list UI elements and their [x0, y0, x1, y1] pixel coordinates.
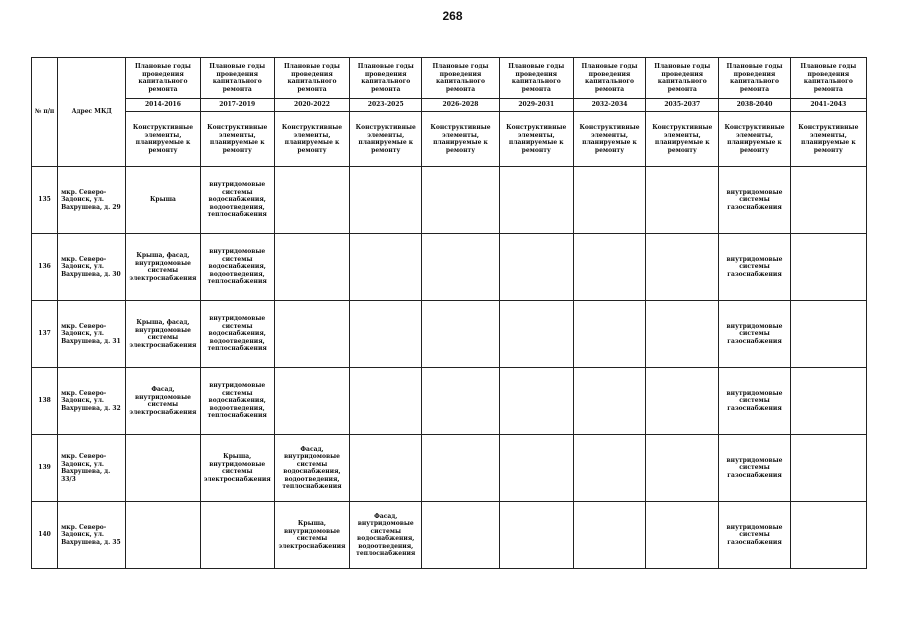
header-years: 2032-2034	[573, 99, 645, 112]
repair-cell: Крыша, фасад, внутридомовые системы электроснабжения	[126, 301, 200, 368]
repair-cell: внутридомовые системы газоснабжения	[719, 167, 790, 234]
repair-cell: Крыша, внутридомовые системы электроснабжения	[200, 435, 274, 502]
table-row	[32, 234, 867, 301]
repair-cell	[350, 234, 422, 301]
repair-cell	[350, 368, 422, 435]
header-num: № п/п	[32, 58, 58, 167]
header-plan: Плановые годы проведения капитального ремонта	[573, 58, 645, 99]
header-elements: Конструктивные элементы, планируемые к ремонту	[646, 112, 719, 167]
row-number: 138	[32, 368, 58, 435]
header-years: 2020-2022	[274, 99, 349, 112]
repair-cell	[274, 234, 349, 301]
repair-cell	[422, 502, 499, 569]
row-number: 137	[32, 301, 58, 368]
header-elements: Конструктивные элементы, планируемые к ремонту	[274, 112, 349, 167]
repair-cell	[422, 368, 499, 435]
row-address: мкр. Северо-Задонск, ул. Вахрушева, д. 33/3	[58, 435, 126, 502]
header-years: 2017-2019	[200, 99, 274, 112]
header-plan: Плановые годы проведения капитального ремонта	[274, 58, 349, 99]
repair-cell	[646, 234, 719, 301]
row-address: мкр. Северо-Задонск, ул. Вахрушева, д. 32	[58, 368, 126, 435]
repair-cell: внутридомовые системы водоснабжения, водоотведения, теплоснабжения	[200, 234, 274, 301]
repair-cell	[274, 368, 349, 435]
repair-cell	[350, 301, 422, 368]
repair-cell	[274, 301, 349, 368]
table-row	[32, 368, 867, 435]
repair-cell	[422, 435, 499, 502]
repair-cell	[646, 502, 719, 569]
header-plan: Плановые годы проведения капитального ремонта	[646, 58, 719, 99]
repair-cell: внутридомовые системы газоснабжения	[719, 502, 790, 569]
repair-cell: внутридомовые системы водоснабжения, водоотведения, теплоснабжения	[200, 368, 274, 435]
repair-cell	[350, 167, 422, 234]
header-elements: Конструктивные элементы, планируемые к ремонту	[200, 112, 274, 167]
row-address: мкр. Северо-Задонск, ул. Вахрушева, д. 29	[58, 167, 126, 234]
header-years: 2041-2043	[790, 99, 866, 112]
repair-cell	[790, 502, 866, 569]
header-years: 2014-2016	[126, 99, 200, 112]
repair-cell: внутридомовые системы газоснабжения	[719, 435, 790, 502]
header-plan: Плановые годы проведения капитального ремонта	[200, 58, 274, 99]
header-elements: Конструктивные элементы, планируемые к ремонту	[126, 112, 200, 167]
row-number: 139	[32, 435, 58, 502]
repair-cell: Фасад, внутридомовые системы водоснабжения, водоотведения, теплоснабжения	[274, 435, 349, 502]
row-address: мкр. Северо-Задонск, ул. Вахрушева, д. 35	[58, 502, 126, 569]
repair-cell	[790, 301, 866, 368]
repair-cell	[126, 435, 200, 502]
row-number: 140	[32, 502, 58, 569]
repair-cell	[422, 234, 499, 301]
repair-cell: Фасад, внутридомовые системы водоснабжения, водоотведения, теплоснабжения	[350, 502, 422, 569]
header-elements: Конструктивные элементы, планируемые к ремонту	[790, 112, 866, 167]
page-number: 268	[442, 9, 463, 23]
repair-cell	[200, 502, 274, 569]
repair-cell	[573, 167, 645, 234]
repair-cell	[499, 502, 573, 569]
repair-cell: Крыша	[126, 167, 200, 234]
table-row	[32, 435, 867, 502]
repair-cell	[573, 301, 645, 368]
header-elements: Конструктивные элементы, планируемые к ремонту	[422, 112, 499, 167]
repair-cell	[350, 435, 422, 502]
repair-cell	[646, 167, 719, 234]
repair-cell: Крыша, фасад, внутридомовые системы электроснабжения	[126, 234, 200, 301]
repair-cell	[646, 301, 719, 368]
repair-cell	[646, 435, 719, 502]
header-elements: Конструктивные элементы, планируемые к ремонту	[499, 112, 573, 167]
header-years: 2023-2025	[350, 99, 422, 112]
header-plan: Плановые годы проведения капитального ремонта	[719, 58, 790, 99]
repair-cell	[790, 167, 866, 234]
repair-cell	[573, 234, 645, 301]
row-address: мкр. Северо-Задонск, ул. Вахрушева, д. 30	[58, 234, 126, 301]
table-row	[32, 301, 867, 368]
repair-cell	[790, 435, 866, 502]
repair-cell	[499, 234, 573, 301]
repair-cell: Фасад, внутридомовые системы электроснабжения	[126, 368, 200, 435]
row-address: мкр. Северо-Задонск, ул. Вахрушева, д. 31	[58, 301, 126, 368]
repair-cell	[646, 368, 719, 435]
repair-cell	[422, 167, 499, 234]
repair-cell	[499, 435, 573, 502]
header-elements: Конструктивные элементы, планируемые к ремонту	[350, 112, 422, 167]
repair-cell	[499, 167, 573, 234]
header-plan: Плановые годы проведения капитального ремонта	[350, 58, 422, 99]
repair-cell	[499, 368, 573, 435]
table-row	[32, 167, 867, 234]
table-row	[32, 502, 867, 569]
repair-cell: внутридомовые системы газоснабжения	[719, 234, 790, 301]
repair-cell: Крыша, внутридомовые системы электроснабжения	[274, 502, 349, 569]
repair-cell	[573, 368, 645, 435]
header-elements: Конструктивные элементы, планируемые к ремонту	[719, 112, 790, 167]
repair-cell	[790, 234, 866, 301]
row-number: 136	[32, 234, 58, 301]
repair-cell	[126, 502, 200, 569]
repair-cell	[790, 368, 866, 435]
header-plan: Плановые годы проведения капитального ремонта	[499, 58, 573, 99]
header-plan: Плановые годы проведения капитального ремонта	[126, 58, 200, 99]
header-years: 2035-2037	[646, 99, 719, 112]
header-address: Адрес МКД	[58, 58, 126, 167]
repair-cell	[573, 502, 645, 569]
header-years: 2026-2028	[422, 99, 499, 112]
repair-cell	[422, 301, 499, 368]
repair-cell	[573, 435, 645, 502]
row-number: 135	[32, 167, 58, 234]
header-years: 2029-2031	[499, 99, 573, 112]
repair-cell	[274, 167, 349, 234]
header-elements: Конструктивные элементы, планируемые к ремонту	[573, 112, 645, 167]
header-plan: Плановые годы проведения капитального ремонта	[422, 58, 499, 99]
header-plan: Плановые годы проведения капитального ремонта	[790, 58, 866, 99]
repair-cell: внутридомовые системы газоснабжения	[719, 301, 790, 368]
repair-cell: внутридомовые системы водоснабжения, водоотведения, теплоснабжения	[200, 301, 274, 368]
repair-cell	[499, 301, 573, 368]
repair-cell: внутридомовые системы водоснабжения, водоотведения, теплоснабжения	[200, 167, 274, 234]
capital-repair-table	[31, 57, 867, 569]
header-years: 2038-2040	[719, 99, 790, 112]
repair-cell: внутридомовые системы газоснабжения	[719, 368, 790, 435]
